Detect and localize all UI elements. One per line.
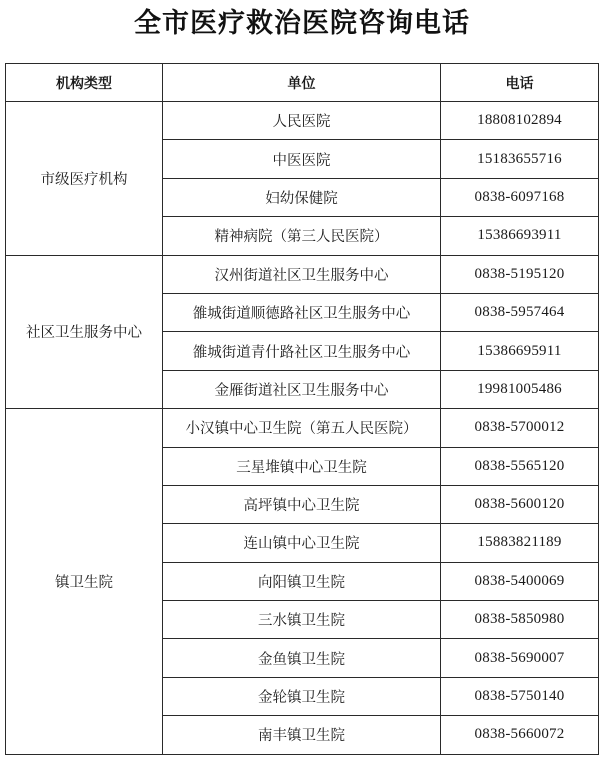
- unit-name-cell: 南丰镇卫生院: [163, 716, 441, 754]
- table-body: [6, 102, 599, 755]
- phone-number-cell: 15883821189: [441, 524, 599, 562]
- phone-number-cell: 0838-5660072: [441, 716, 599, 754]
- unit-name-cell: 汉州街道社区卫生服务中心: [163, 255, 441, 293]
- table-header-row: [6, 64, 599, 102]
- phone-number-cell: 15183655716: [441, 140, 599, 178]
- unit-name-cell: 人民医院: [163, 102, 441, 140]
- unit-name-cell: 高坪镇中心卫生院: [163, 485, 441, 523]
- page-title: 全市医疗救治医院咨询电话: [134, 8, 470, 39]
- unit-name-cell: 金轮镇卫生院: [163, 677, 441, 715]
- phone-number-cell: 15386693911: [441, 217, 599, 255]
- phone-number-cell: 0838-5565120: [441, 447, 599, 485]
- institution-type-cell: 镇卫生院: [6, 409, 163, 755]
- unit-name-cell: 三水镇卫生院: [163, 601, 441, 639]
- column-header-unit: 单位: [163, 64, 441, 102]
- table-row: [6, 409, 599, 447]
- table-row: [6, 255, 599, 293]
- institution-type-cell: 社区卫生服务中心: [6, 255, 163, 409]
- phone-number-cell: 0838-6097168: [441, 178, 599, 216]
- table-row: [6, 102, 599, 140]
- unit-name-cell: 雒城街道顺德路社区卫生服务中心: [163, 293, 441, 331]
- phone-number-cell: 0838-5195120: [441, 255, 599, 293]
- unit-name-cell: 精神病院（第三人民医院）: [163, 217, 441, 255]
- institution-type-cell: 市级医疗机构: [6, 102, 163, 256]
- phone-number-cell: 15386695911: [441, 332, 599, 370]
- phone-number-cell: 0838-5400069: [441, 562, 599, 600]
- unit-name-cell: 金雁街道社区卫生服务中心: [163, 370, 441, 408]
- phone-number-cell: 0838-5750140: [441, 677, 599, 715]
- phone-number-cell: 0838-5700012: [441, 409, 599, 447]
- unit-name-cell: 连山镇中心卫生院: [163, 524, 441, 562]
- unit-name-cell: 雒城街道青什路社区卫生服务中心: [163, 332, 441, 370]
- phone-number-cell: 0838-5690007: [441, 639, 599, 677]
- hospital-phone-table: [5, 63, 599, 755]
- unit-name-cell: 中医医院: [163, 140, 441, 178]
- column-header-type: 机构类型: [6, 64, 163, 102]
- phone-number-cell: 0838-5850980: [441, 601, 599, 639]
- unit-name-cell: 三星堆镇中心卫生院: [163, 447, 441, 485]
- unit-name-cell: 妇幼保健院: [163, 178, 441, 216]
- phone-number-cell: 0838-5600120: [441, 485, 599, 523]
- unit-name-cell: 向阳镇卫生院: [163, 562, 441, 600]
- unit-name-cell: 金鱼镇卫生院: [163, 639, 441, 677]
- phone-number-cell: 0838-5957464: [441, 293, 599, 331]
- phone-number-cell: 18808102894: [441, 102, 599, 140]
- unit-name-cell: 小汉镇中心卫生院（第五人民医院）: [163, 409, 441, 447]
- column-header-phone: 电话: [441, 64, 599, 102]
- phone-number-cell: 19981005486: [441, 370, 599, 408]
